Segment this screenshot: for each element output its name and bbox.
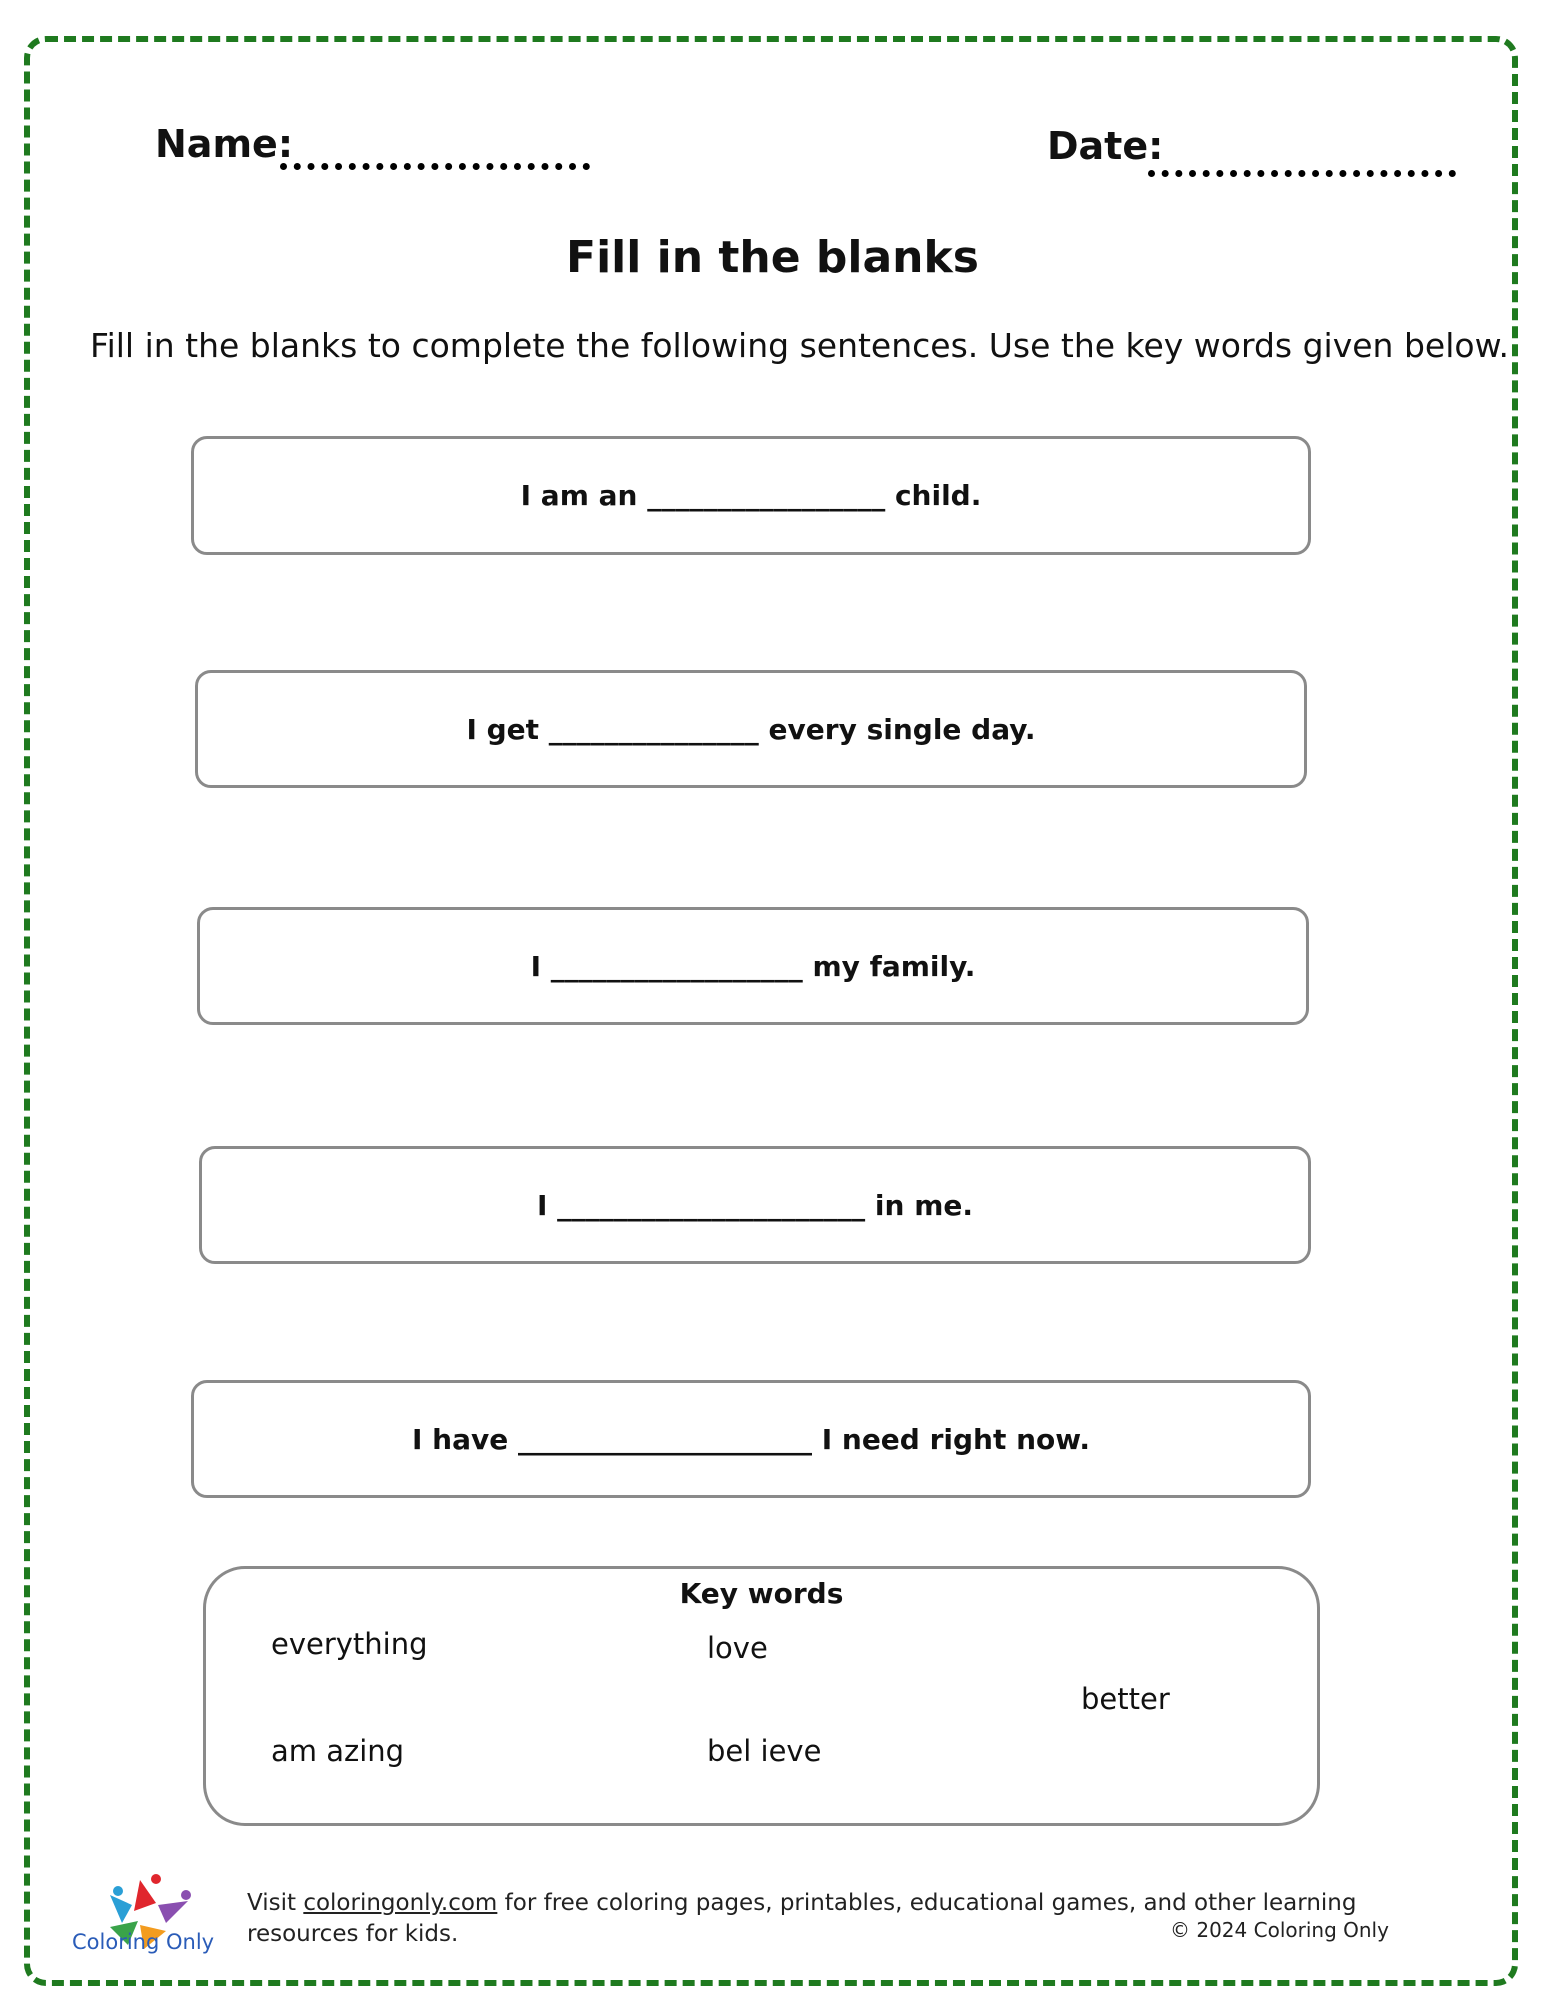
date-field[interactable] <box>1148 170 1456 177</box>
key-word: bel ieve <box>707 1734 822 1768</box>
key-word: am azing <box>271 1734 405 1768</box>
name-field[interactable] <box>280 163 590 170</box>
sentence-text: I have _____________________ I need right now. <box>411 1422 1090 1456</box>
sentence-box-5[interactable] <box>191 1380 1311 1498</box>
sentence-box-3[interactable] <box>197 907 1309 1025</box>
worksheet-title: Fill in the blanks <box>566 232 979 283</box>
key-word: everything <box>271 1627 428 1661</box>
footer-text: Visit coloringonly.com for free coloring pages, printables, educational games, and other learning resources for kids. <box>247 1890 1357 1947</box>
sentence-box-2[interactable] <box>195 670 1307 788</box>
sentence-box-1[interactable] <box>191 436 1311 555</box>
key-words-title: Key words <box>679 1577 844 1610</box>
key-word: love <box>707 1631 768 1665</box>
instructions-text: Fill in the blanks to complete the following sentences. Use the key words given below. <box>90 326 1510 365</box>
key-words-box <box>203 1566 1320 1826</box>
sentence-text: I am an _________________ child. <box>520 479 982 512</box>
name-label: Name: <box>155 122 294 166</box>
sentence-text: I ______________________ in me. <box>537 1188 973 1222</box>
brand-name: Coloring Only <box>72 1930 215 1954</box>
site-link[interactable]: coloringonly.com <box>303 1890 498 1916</box>
copyright-text: © 2024 Coloring Only <box>1170 1918 1389 1942</box>
sentence-text: I get _______________ every single day. <box>466 712 1036 746</box>
sentence-text: I __________________ my family. <box>530 949 976 983</box>
date-label: Date: <box>1047 124 1164 168</box>
sentence-box-4[interactable] <box>199 1146 1311 1264</box>
key-word: better <box>1081 1682 1170 1716</box>
